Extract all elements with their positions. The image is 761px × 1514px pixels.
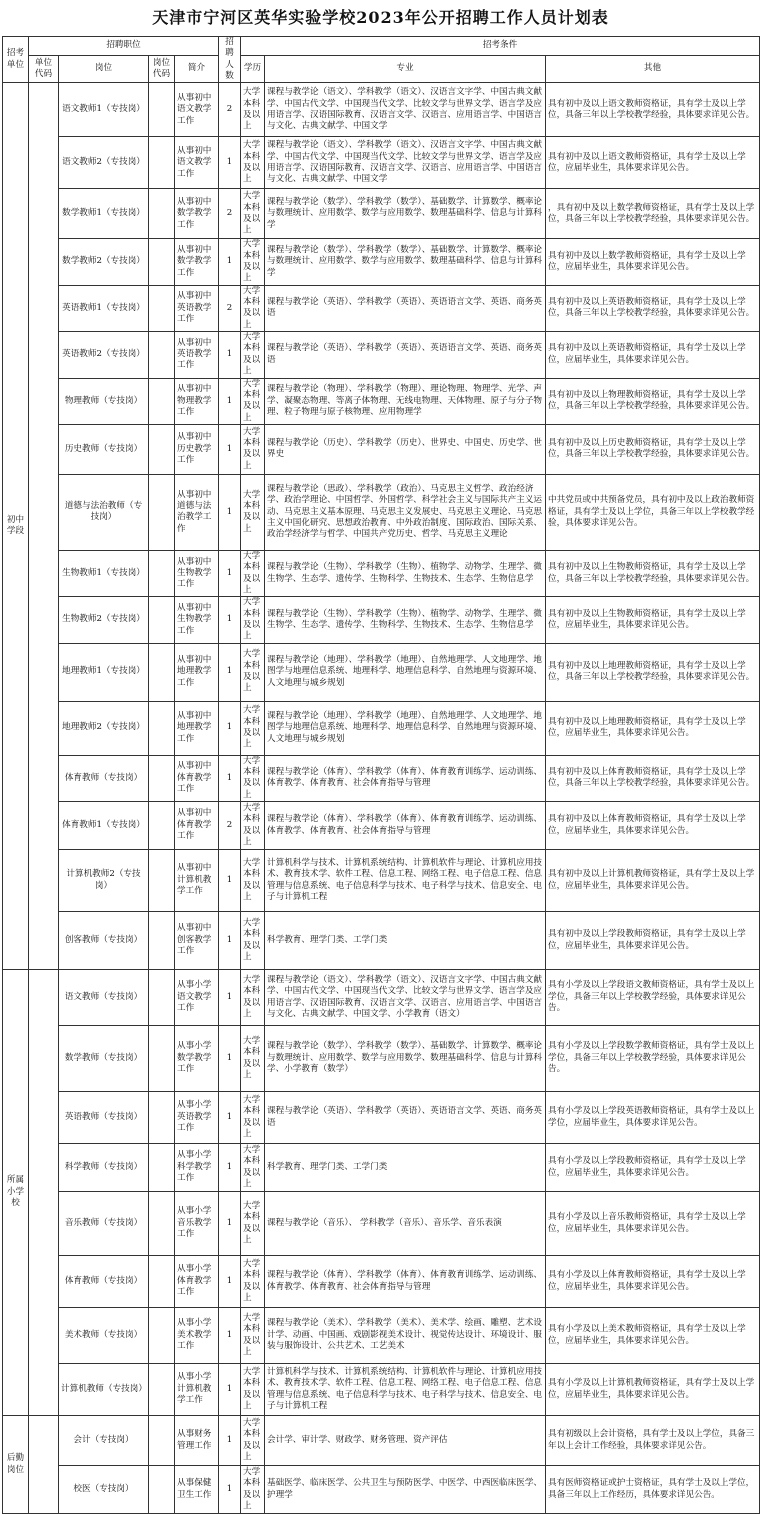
other-cell: 具有初中及以上地理教师资格证，具有学士及以上学位，具备三年以上学校教学经验，具体要求详见公告。: [546, 643, 760, 701]
group-logistics: 后勤岗位: [3, 1416, 29, 1514]
post-code-cell: [149, 701, 175, 755]
post-cell: 创客教师（专技岗）: [59, 912, 149, 970]
education-cell: 大学本科及以上: [241, 137, 265, 189]
other-cell: 具有初中及以上生物教师资格证，具有学士及以上学位，应届毕业生，具体要求详见公告。: [546, 597, 760, 643]
other-cell: 具有初中及以上数学教师资格证，具有学士及以上学位，应届毕业生，具体要求详见公告。: [546, 239, 760, 285]
intro-cell: 从事初中语文教学工作: [175, 83, 219, 137]
intro-cell: 从事初中道德与法治教学工作: [175, 474, 219, 550]
post-code-cell: [149, 597, 175, 643]
count-cell: 1: [219, 970, 241, 1026]
other-cell: 具有小学及以上学段语文教师资格证，具有学士及以上学位，具备三年以上学校教学经验，具体要求详见公告。: [546, 970, 760, 1026]
table-row: [3, 802, 760, 850]
intro-cell: 从事保健卫生工作: [175, 1466, 219, 1514]
post-code-cell: [149, 550, 175, 596]
education-cell: 大学本科及以上: [241, 850, 265, 912]
other-cell: 具有小学及以上体育教师资格证，具有学士及以上学位，应届毕业生，具体要求详见公告。: [546, 1256, 760, 1308]
group-middle: 初中学段: [3, 83, 29, 970]
post-code-cell: [149, 802, 175, 850]
count-cell: 1: [219, 1308, 241, 1364]
post-code-cell: [149, 378, 175, 424]
header-positions: 招聘职位: [29, 37, 219, 56]
major-cell: 课程与教学论（音乐）、 学科教学（音乐）、音乐学、音乐表演: [265, 1192, 546, 1256]
intro-cell: 从事小学科学教学工作: [175, 1144, 219, 1192]
post-cell: 美术教师（专技岗）: [59, 1308, 149, 1364]
count-cell: 2: [219, 189, 241, 239]
count-cell: 1: [219, 701, 241, 755]
count-cell: 1: [219, 137, 241, 189]
major-cell: 课程与教学论（生物）、学科教学（生物）、植物学、动物学、生理学、微生物学、生态学、遗传学、生物科学、生物技术、生态学、生物信息学: [265, 550, 546, 596]
major-cell: 课程与教学论（思政）、学科教学（政治）、马克思主义哲学、政治经济学、政治学理论、中国哲学、外国哲学、科学社会主义与国际共产主义运动、马克思主义基本原理、马克思主义发展史、马克思主义理论、马克思主义中国化研究、思想政治教育、中外政治制度、国际政治、国际关系、政治学经济学与哲学、中国共产党历史、哲学、马克思主义理论: [265, 474, 546, 550]
post-cell: 语文教师（专技岗）: [59, 970, 149, 1026]
post-cell: 科学教师（专技岗）: [59, 1144, 149, 1192]
education-cell: 大学本科及以上: [241, 189, 265, 239]
table-row: [3, 1364, 760, 1416]
education-cell: 大学本科及以上: [241, 550, 265, 596]
intro-cell: 从事初中历史教学工作: [175, 424, 219, 474]
education-cell: 大学本科及以上: [241, 332, 265, 378]
intro-cell: 从事小学英语教学工作: [175, 1092, 219, 1144]
education-cell: 大学本科及以上: [241, 1364, 265, 1416]
major-cell: 课程与教学论（历史）、学科教学（历史）、世界史、中国史、历史学、世界史: [265, 424, 546, 474]
education-cell: 大学本科及以上: [241, 755, 265, 801]
count-cell: 1: [219, 1416, 241, 1466]
table-row: [3, 970, 760, 1026]
post-code-cell: [149, 643, 175, 701]
post-cell: 英语教师（专技岗）: [59, 1092, 149, 1144]
header-count: 招聘人数: [219, 37, 241, 83]
major-cell: 课程与教学论（英语）、学科教学（英语）、英语语言文学、英语、商务英语: [265, 332, 546, 378]
education-cell: 大学本科及以上: [241, 597, 265, 643]
other-cell: 具有小学及以上学段教师资格证，具有学士及以上学位，应届毕业生，具体要求详见公告。: [546, 1144, 760, 1192]
post-cell: 生物教师1（专技岗）: [59, 550, 149, 596]
post-code-cell: [149, 1364, 175, 1416]
post-code-cell: [149, 1092, 175, 1144]
other-cell: 具有小学及以上学段数学教师资格证，具有学士及以上学位，具备三年以上学校教学经验，具体要求详见公告。: [546, 1026, 760, 1092]
major-cell: 课程与教学论（语文）、学科教学（语文）、汉语言文字学、中国古典文献学、中国古代文学、中国现当代文学、比较文学与世界文学、语言学及应用语言学、汉语国际教育、汉语言文学、汉语言、应用语言学、中国语言与文化、古典文献学、中国文学: [265, 83, 546, 137]
major-cell: 课程与教学论（数学）、学科教学（数学）、基础数学、计算数学、概率论与数理统计、应用数学、数学与应用数学、数理基础科学、信息与计算科学: [265, 189, 546, 239]
count-cell: 1: [219, 550, 241, 596]
education-cell: 大学本科及以上: [241, 1092, 265, 1144]
intro-cell: 从事初中地理教学工作: [175, 643, 219, 701]
major-cell: 基础医学、临床医学、公共卫生与预防医学、中医学、中西医临床医学、护理学: [265, 1466, 546, 1514]
table-row: [3, 643, 760, 701]
count-cell: 1: [219, 643, 241, 701]
education-cell: 大学本科及以上: [241, 643, 265, 701]
unit-code-cell: [29, 1416, 59, 1514]
education-cell: 大学本科及以上: [241, 239, 265, 285]
other-cell: 具有初中及以上学段教师资格证，具有学士及以上学位，应届毕业生，具体要求详见公告。: [546, 912, 760, 970]
education-cell: 大学本科及以上: [241, 1416, 265, 1466]
table-row: [3, 1466, 760, 1514]
other-cell: 具有初中及以上语文教师资格证，具有学士及以上学位，具备三年以上学校教学经验，具体要求详见公告。: [546, 83, 760, 137]
table-row: [3, 755, 760, 801]
table-row: [3, 597, 760, 643]
major-cell: 科学教育、理学门类、工学门类: [265, 912, 546, 970]
table-row: [3, 137, 760, 189]
intro-cell: 从事初中数学教学工作: [175, 189, 219, 239]
post-cell: 体育教师（专技岗）: [59, 1256, 149, 1308]
post-cell: 校医（专技岗）: [59, 1466, 149, 1514]
post-code-cell: [149, 83, 175, 137]
intro-cell: 从事初中体育教学工作: [175, 802, 219, 850]
intro-cell: 从事初中计算机教学工作: [175, 850, 219, 912]
table-row: [3, 332, 760, 378]
table-row: [3, 1416, 760, 1466]
intro-cell: 从事初中生物教学工作: [175, 550, 219, 596]
post-code-cell: [149, 850, 175, 912]
header-post: 岗位: [59, 55, 149, 83]
header-education: 学历: [241, 55, 265, 83]
education-cell: 大学本科及以上: [241, 474, 265, 550]
other-cell: 具有初中及以上地理教师资格证，具有学士及以上学位，应届毕业生，具体要求详见公告。: [546, 701, 760, 755]
other-cell: 具有初中及以上英语教师资格证，具有学士及以上学位，应届毕业生，具体要求详见公告。: [546, 332, 760, 378]
table-row: [3, 189, 760, 239]
major-cell: 计算机科学与技术、计算机系统结构、计算机软件与理论、计算机应用技术、教育技术学、软件工程、信息工程、网络工程、电子信息工程、信息管理与信息系统、电子信息科学与技术、电子科学与技术、信息安全、电子与计算机工程: [265, 850, 546, 912]
header-conditions: 招考条件: [241, 37, 760, 56]
post-code-cell: [149, 332, 175, 378]
count-cell: 1: [219, 1256, 241, 1308]
count-cell: 1: [219, 239, 241, 285]
count-cell: 1: [219, 850, 241, 912]
post-code-cell: [149, 189, 175, 239]
education-cell: 大学本科及以上: [241, 83, 265, 137]
post-cell: 体育教师1（专技岗）: [59, 802, 149, 850]
unit-code-cell: [29, 970, 59, 1416]
post-code-cell: [149, 1416, 175, 1466]
major-cell: 课程与教学论（美术）、学科教学（美术）、美术学、绘画、雕塑、艺术设计学、动画、中国画、戏剧影视美术设计、视觉传达设计、环境设计、服装与服饰设计、公共艺术、工艺美术: [265, 1308, 546, 1364]
education-cell: 大学本科及以上: [241, 1308, 265, 1364]
education-cell: 大学本科及以上: [241, 701, 265, 755]
major-cell: 课程与教学论（体育）、学科教学（体育）、体育教育训练学、运动训练、体育教学、体育教育、社会体育指导与管理: [265, 1256, 546, 1308]
header-unit-code: 单位代码: [29, 55, 59, 83]
table-row: [3, 83, 760, 137]
other-cell: 具有小学及以上美术教师资格证，具有学士及以上学位，应届毕业生，具体要求详见公告。: [546, 1308, 760, 1364]
table-row: [3, 701, 760, 755]
post-code-cell: [149, 424, 175, 474]
education-cell: 大学本科及以上: [241, 1192, 265, 1256]
count-cell: 1: [219, 424, 241, 474]
major-cell: 课程与教学论（语文）、学科教学（语文）、汉语言文字学、中国古典文献学、中国古代文学、中国现当代文学、比较文学与世界文学、语言学及应用语言学、汉语国际教育、汉语言文学、汉语言、应用语言学、中国语言与文化、古典文献学、中国文学、小学教育（语文）: [265, 970, 546, 1026]
post-code-cell: [149, 474, 175, 550]
major-cell: 课程与教学论（语文）、学科教学（语文）、汉语言文字学、中国古典文献学、中国古代文学、中国现当代文学、比较文学与世界文学、语言学及应用语言学、汉语国际教育、汉语言文学、汉语言、应用语言学、中国语言与文化、古典文献学、中国文学: [265, 137, 546, 189]
major-cell: 课程与教学论（生物）、学科教学（生物）、植物学、动物学、生理学、微生物学、生态学、遗传学、生物科学、生物技术、生态学、生物信息学: [265, 597, 546, 643]
education-cell: 大学本科及以上: [241, 1256, 265, 1308]
major-cell: 课程与教学论（地理）、学科教学（地理）、自然地理学、人文地理学、地图学与地理信息系统、地理科学、地理信息科学、自然地理与资源环境、人文地理与城乡规划: [265, 643, 546, 701]
other-cell: 具有初中及以上生物教师资格证，具有学士及以上学位，具备三年以上学校教学经验，具体要求详见公告。: [546, 550, 760, 596]
other-cell: 具有小学及以上计算机教师资格证，具有学士及以上学位，应届毕业生，具体要求详见公告。: [546, 1364, 760, 1416]
table-row: [3, 850, 760, 912]
post-cell: 体育教师（专技岗）: [59, 755, 149, 801]
education-cell: 大学本科及以上: [241, 970, 265, 1026]
other-cell: 具有初中及以上物理教师资格证，具有学士及以上学位，具备三年以上学校教学经验，具体要求详见公告。: [546, 378, 760, 424]
post-cell: 数学教师2（专技岗）: [59, 239, 149, 285]
table-row: [3, 1308, 760, 1364]
table-row: [3, 550, 760, 596]
header-intro: 简介: [175, 55, 219, 83]
count-cell: 2: [219, 83, 241, 137]
education-cell: 大学本科及以上: [241, 1144, 265, 1192]
intro-cell: 从事初中生物教学工作: [175, 597, 219, 643]
major-cell: 科学教育、理学门类、工学门类: [265, 1144, 546, 1192]
unit-code-cell: [29, 83, 59, 970]
post-code-cell: [149, 1466, 175, 1514]
count-cell: 1: [219, 912, 241, 970]
education-cell: 大学本科及以上: [241, 1466, 265, 1514]
post-cell: 音乐教师（专技岗）: [59, 1192, 149, 1256]
intro-cell: 从事初中体育教学工作: [175, 755, 219, 801]
table-row: [3, 1192, 760, 1256]
other-cell: 具有初中及以上计算机教师资格证，具有学士及以上学位，应届毕业生，具体要求详见公告。: [546, 850, 760, 912]
major-cell: 计算机科学与技术、计算机系统结构、计算机软件与理论、计算机应用技术、教育技术学、软件工程、信息工程、网络工程、电子信息工程、信息管理与信息系统、电子信息科学与技术、电子科学与技术、信息安全、电子与计算机工程: [265, 1364, 546, 1416]
table-body: [3, 83, 760, 1514]
count-cell: 1: [219, 332, 241, 378]
intro-cell: 从事初中语文教学工作: [175, 137, 219, 189]
major-cell: 课程与教学论（数学）、学科教学（数学）、基础数学、计算数学、概率论与数理统计、应用数学、数学与应用数学、数理基础科学、信息与计算科学: [265, 239, 546, 285]
table-row: [3, 1092, 760, 1144]
count-cell: 1: [219, 755, 241, 801]
other-cell: 中共党员或中共预备党员，具有初中及以上政治教师资格证，具有学士及以上学位，具备三年以上学校教学经验，具体要求详见公告。: [546, 474, 760, 550]
post-code-cell: [149, 970, 175, 1026]
post-cell: 数学教师（专技岗）: [59, 1026, 149, 1092]
education-cell: 大学本科及以上: [241, 802, 265, 850]
other-cell: 具有初中及以上体育教师资格证，具有学士及以上学位，具备三年以上学校教学经验，具体要求详见公告。: [546, 755, 760, 801]
post-code-cell: [149, 137, 175, 189]
post-cell: 生物教师2（专技岗）: [59, 597, 149, 643]
table-row: [3, 378, 760, 424]
intro-cell: 从事初中创客教学工作: [175, 912, 219, 970]
post-cell: 地理教师1（专技岗）: [59, 643, 149, 701]
post-code-cell: [149, 1256, 175, 1308]
count-cell: 1: [219, 474, 241, 550]
intro-cell: 从事小学数学教学工作: [175, 1026, 219, 1092]
count-cell: 1: [219, 1466, 241, 1514]
education-cell: 大学本科及以上: [241, 912, 265, 970]
other-cell: 具有初中及以上语文教师资格证，具有学士及以上学位，应届毕业生，具体要求详见公告。: [546, 137, 760, 189]
intro-cell: 从事小学语文教学工作: [175, 970, 219, 1026]
post-code-cell: [149, 285, 175, 331]
major-cell: 课程与教学论（英语）、学科教学（英语）、英语语言文学、英语、商务英语: [265, 285, 546, 331]
education-cell: 大学本科及以上: [241, 424, 265, 474]
intro-cell: 从事初中物理教学工作: [175, 378, 219, 424]
education-cell: 大学本科及以上: [241, 378, 265, 424]
table-row: [3, 424, 760, 474]
count-cell: 2: [219, 802, 241, 850]
major-cell: 课程与教学论（体育）、学科教学（体育）、体育教育训练学、运动训练、体育教学、体育教育、社会体育指导与管理: [265, 755, 546, 801]
page-title: 天津市宁河区英华实验学校2023年公开招聘工作人员计划表: [152, 8, 609, 27]
other-cell: 具有初级以上会计资格，具有学士及以上学位，具备三年以上会计工作经验，具体要求详见公告。: [546, 1416, 760, 1466]
intro-cell: 从事初中数学教学工作: [175, 239, 219, 285]
other-cell: 具有初中及以上体育教师资格证，具有学士及以上学位，应届毕业生，具体要求详见公告。: [546, 802, 760, 850]
major-cell: 课程与教学论（物理）、学科教学（物理）、理论物理、物理学、光学、声学、凝聚态物理、等离子体物理、无线电物理、天体物理、原子与分子物理、粒子物理与原子核物理、应用物理学: [265, 378, 546, 424]
recruitment-table: [2, 36, 760, 1514]
table-row: [3, 912, 760, 970]
header-post-code: 岗位代码: [149, 55, 175, 83]
post-cell: 英语教师1（专技岗）: [59, 285, 149, 331]
intro-cell: 从事初中英语教学工作: [175, 285, 219, 331]
post-code-cell: [149, 1192, 175, 1256]
other-cell: ，具有初中及以上数学教师资格证，具有学士及以上学位，具备三年以上学校教学经验，具体要求详见公告。: [546, 189, 760, 239]
post-code-cell: [149, 912, 175, 970]
post-cell: 物理教师（专技岗）: [59, 378, 149, 424]
table-row: [3, 285, 760, 331]
post-cell: 计算机教师2（专技岗）: [59, 850, 149, 912]
table-row: [3, 239, 760, 285]
intro-cell: 从事小学体育教学工作: [175, 1256, 219, 1308]
count-cell: 1: [219, 378, 241, 424]
education-cell: 大学本科及以上: [241, 1026, 265, 1092]
other-cell: 具有初中及以上英语教师资格证，具有学士及以上学位，具备三年以上学校教学经验，具体要求详见公告。: [546, 285, 760, 331]
post-code-cell: [149, 239, 175, 285]
post-code-cell: [149, 1144, 175, 1192]
header-other: 其他: [546, 55, 760, 83]
count-cell: 1: [219, 1026, 241, 1092]
post-cell: 会计（专技岗）: [59, 1416, 149, 1466]
other-cell: 具有小学及以上音乐教师资格证，具有学士及以上学位，应届毕业生，具体要求详见公告。: [546, 1192, 760, 1256]
post-cell: 语文教师1（专技岗）: [59, 83, 149, 137]
intro-cell: 从事初中英语教学工作: [175, 332, 219, 378]
table-row: [3, 1144, 760, 1192]
count-cell: 1: [219, 1192, 241, 1256]
count-cell: 1: [219, 1092, 241, 1144]
table-row: [3, 1026, 760, 1092]
major-cell: 课程与教学论（英语）、学科教学（英语）、英语语言文学、英语、商务英语: [265, 1092, 546, 1144]
header-unit: 招考单位: [3, 37, 29, 83]
group-primary: 所属小学校: [3, 970, 29, 1416]
count-cell: 1: [219, 1364, 241, 1416]
post-code-cell: [149, 755, 175, 801]
other-cell: 具有医师资格证或护士资格证，具有学士及以上学位，具备三年以上工作经历，具体要求详见公告。: [546, 1466, 760, 1514]
count-cell: 1: [219, 597, 241, 643]
post-cell: 历史教师（专技岗）: [59, 424, 149, 474]
major-cell: 课程与教学论（体育）、学科教学（体育）、体育教育训练学、运动训练、体育教学、体育教育、社会体育指导与管理: [265, 802, 546, 850]
intro-cell: 从事小学计算机教学工作: [175, 1364, 219, 1416]
post-cell: 英语教师2（专技岗）: [59, 332, 149, 378]
intro-cell: 从事小学音乐教学工作: [175, 1192, 219, 1256]
major-cell: 课程与教学论（数学）、学科教学（数学）、基础数学、计算数学、概率论与数理统计、应用数学、数学与应用数学、数理基础科学、信息与计算科学、小学教育（数学）: [265, 1026, 546, 1092]
count-cell: 2: [219, 285, 241, 331]
education-cell: 大学本科及以上: [241, 285, 265, 331]
post-cell: 计算机教师（专技岗）: [59, 1364, 149, 1416]
table-row: [3, 1256, 760, 1308]
count-cell: 1: [219, 1144, 241, 1192]
other-cell: 具有初中及以上历史教师资格证，具有学士及以上学位，具备三年以上学校教学经验，具体要求详见公告。: [546, 424, 760, 474]
post-cell: 数学教师1（专技岗）: [59, 189, 149, 239]
major-cell: 会计学、审计学、财政学、财务管理、资产评估: [265, 1416, 546, 1466]
post-code-cell: [149, 1026, 175, 1092]
intro-cell: 从事小学美术教学工作: [175, 1308, 219, 1364]
post-cell: 道德与法治教师（专技岗）: [59, 474, 149, 550]
intro-cell: 从事财务管理工作: [175, 1416, 219, 1466]
post-code-cell: [149, 1308, 175, 1364]
major-cell: 课程与教学论（地理）、学科教学（地理）、自然地理学、人文地理学、地图学与地理信息系统、地理科学、地理信息科学、自然地理与资源环境、人文地理与城乡规划: [265, 701, 546, 755]
post-cell: 语文教师2（专技岗）: [59, 137, 149, 189]
other-cell: 具有小学及以上学段英语教师资格证，具有学士及以上学位，应届毕业生，具体要求详见公告。: [546, 1092, 760, 1144]
header-major: 专业: [265, 55, 546, 83]
table-row: [3, 474, 760, 550]
intro-cell: 从事初中地理教学工作: [175, 701, 219, 755]
post-cell: 地理教师2（专技岗）: [59, 701, 149, 755]
